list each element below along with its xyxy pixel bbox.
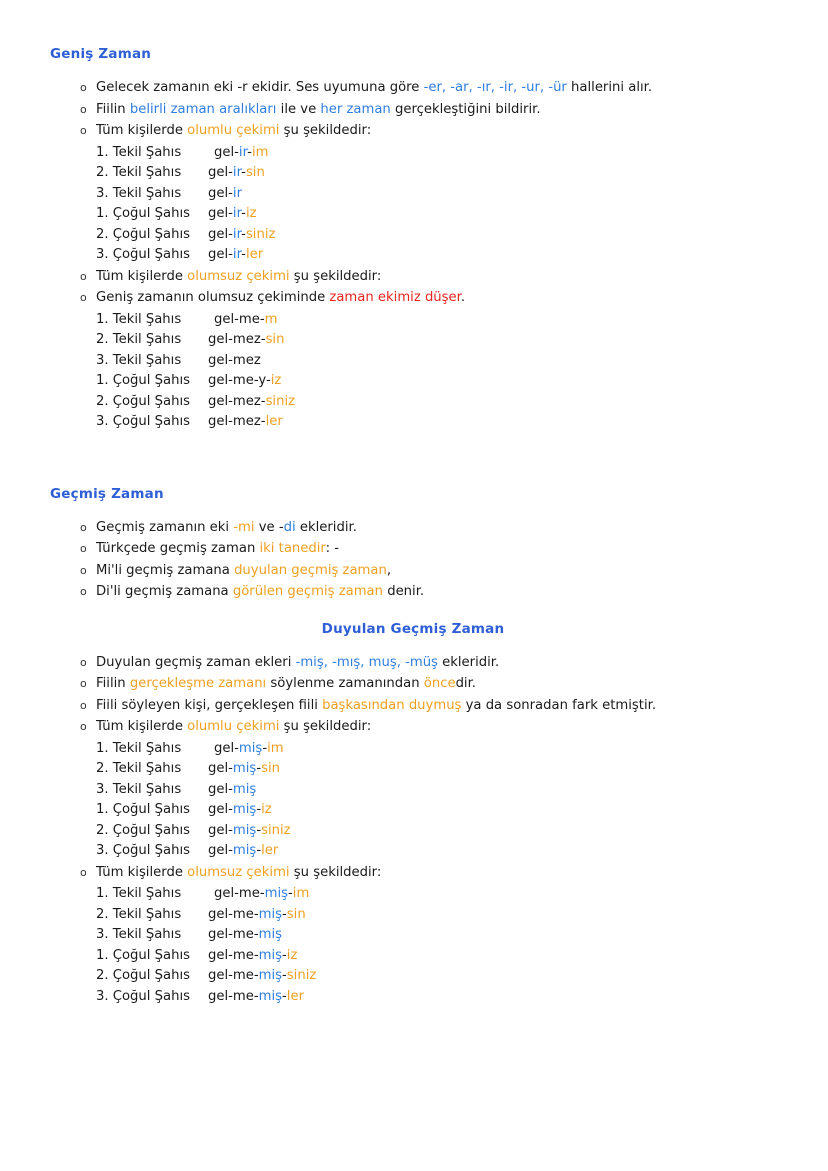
- text-run: : -: [325, 541, 340, 556]
- table-row: [50, 841, 291, 862]
- text-run: sin: [286, 906, 306, 922]
- text-run: gel-me-y-: [208, 373, 271, 388]
- conjugated-form: [208, 966, 316, 987]
- text-run: miş: [258, 947, 283, 963]
- table-row: [50, 330, 295, 351]
- text-run: gel-mez-: [208, 414, 266, 429]
- rich-text: [96, 123, 371, 138]
- text-run: gel-me-: [208, 906, 259, 922]
- list-item: [50, 674, 776, 695]
- text-run: sin: [265, 332, 285, 347]
- text-run: gel-: [208, 761, 233, 776]
- text-run: gel-me-: [208, 947, 259, 963]
- list-item: [50, 696, 776, 717]
- list-item: [50, 288, 776, 309]
- text-run: Fiilin: [96, 101, 130, 117]
- text-run: siniz: [261, 822, 291, 838]
- rich-text: [96, 865, 381, 880]
- person-label: 2. Tekil Şahıs: [96, 165, 182, 180]
- conjugation-table-genis-olumsuz: [50, 310, 295, 433]
- text-run: -: [282, 988, 287, 1004]
- text-run: gel-: [208, 185, 233, 201]
- person-label: 1. Tekil Şahıs: [96, 740, 182, 756]
- conjugated-form: [208, 245, 275, 266]
- text-run: her zaman: [320, 101, 391, 117]
- text-run: ler: [265, 414, 283, 429]
- text-run: şu şekildedir:: [289, 864, 382, 880]
- table-row: [50, 245, 275, 266]
- text-run: iz: [270, 373, 282, 388]
- text-run: ,: [386, 562, 392, 578]
- text-run: gel-: [214, 144, 239, 160]
- person-label: 1. Çoğul Şahıs: [96, 802, 190, 817]
- text-run: ler: [245, 247, 264, 262]
- text-run: gel-: [208, 165, 233, 180]
- text-run: başkasından duymuş: [322, 697, 462, 713]
- text-run: iki tanedir: [259, 541, 326, 556]
- table-row: [50, 759, 291, 780]
- text-run: dir.: [455, 676, 476, 691]
- text-run: Fiili söyleyen kişi, gerçekleşen fiili: [96, 697, 323, 713]
- text-run: m: [264, 311, 278, 327]
- section-heading-genis-zaman: Geniş Zaman: [50, 46, 152, 62]
- list-item: [50, 582, 776, 603]
- list-item: [50, 78, 776, 99]
- list-item: [50, 863, 776, 884]
- conjugated-form: [208, 925, 316, 946]
- text-run: ir: [238, 144, 248, 160]
- list-item: [50, 100, 776, 121]
- table-row: [50, 204, 275, 225]
- conjugated-form: [208, 351, 295, 372]
- text-run: Mi'li geçmiş zamana: [96, 562, 235, 578]
- person-label: 1. Çoğul Şahıs: [96, 947, 190, 963]
- text-run: gel-: [208, 781, 233, 797]
- conjugated-form: [208, 204, 275, 225]
- person-label: 3. Tekil Şahıs: [96, 781, 182, 797]
- bullet-list-genis-zaman-2: [50, 267, 776, 309]
- rich-text: [96, 655, 499, 670]
- person-label: 2. Çoğul Şahıs: [96, 393, 190, 409]
- text-run: gel-: [208, 206, 233, 221]
- table-row: [50, 780, 291, 801]
- text-run: Tüm kişilerde: [96, 864, 188, 880]
- text-run: olumlu çekimi: [187, 719, 280, 734]
- text-run: ile ve: [276, 101, 321, 117]
- text-run: ekleridir.: [437, 654, 500, 670]
- person-label: 1. Çoğul Şahıs: [96, 206, 190, 221]
- conjugated-form: [208, 143, 275, 164]
- text-run: -: [256, 761, 262, 776]
- rich-text: [96, 719, 371, 734]
- table-row: [50, 987, 316, 1008]
- text-run: .: [460, 290, 466, 305]
- text-run: zaman ekimiz düşer: [329, 290, 461, 305]
- text-run: ir: [232, 165, 242, 180]
- text-run: duyulan geçmiş zaman: [234, 562, 387, 578]
- text-run: miş: [232, 822, 257, 838]
- text-run: iz: [286, 947, 298, 963]
- text-run: Geniş zamanın olumsuz çekiminde: [96, 290, 330, 305]
- text-run: -: [256, 802, 262, 817]
- conjugated-form: [208, 184, 275, 205]
- conjugated-form: [208, 163, 275, 184]
- table-row: [50, 946, 316, 967]
- text-run: gel-: [208, 843, 233, 858]
- text-run: siniz: [265, 393, 296, 409]
- table-row: [50, 225, 275, 246]
- text-run: -mi: [233, 519, 255, 535]
- text-run: gel-mez-: [208, 332, 266, 347]
- text-run: Fiilin: [96, 676, 130, 691]
- table-row: [50, 371, 295, 392]
- bullet-list-duyulan-1: [50, 653, 776, 738]
- person-label: 1. Çoğul Şahıs: [96, 373, 190, 388]
- text-run: Geçmiş zamanın eki: [96, 519, 234, 535]
- text-run: sin: [245, 165, 265, 180]
- text-run: ir: [232, 226, 242, 242]
- text-run: şu şekildedir:: [279, 123, 372, 138]
- table-row: [50, 800, 291, 821]
- text-run: -: [256, 843, 262, 858]
- text-run: Di'li geçmiş zamana: [96, 584, 233, 599]
- person-label: 3. Çoğul Şahıs: [96, 414, 190, 429]
- rich-text: [96, 520, 357, 535]
- rich-text: [96, 676, 476, 691]
- list-item: [50, 267, 776, 288]
- person-label: 2. Çoğul Şahıs: [96, 968, 190, 983]
- text-run: gel-: [208, 822, 233, 838]
- text-run: siniz: [245, 226, 276, 242]
- person-label: 3. Çoğul Şahıs: [96, 247, 190, 262]
- text-run: -miş, -mış, muş, -müş: [295, 654, 438, 670]
- table-row: [50, 310, 295, 331]
- person-label: 1. Tekil Şahıs: [96, 886, 182, 901]
- conjugated-form: [208, 905, 316, 926]
- conjugation-table-genis-olumlu: [50, 143, 275, 266]
- person-label: 3. Tekil Şahıs: [96, 185, 182, 201]
- rich-text: [96, 563, 391, 578]
- text-run: -: [282, 947, 287, 963]
- conjugated-form: [208, 371, 295, 392]
- text-run: -: [282, 968, 287, 983]
- text-run: di: [283, 519, 296, 535]
- table-row: [50, 412, 295, 433]
- text-run: Tüm kişilerde: [96, 268, 188, 284]
- bullet-list-genis-zaman-1: [50, 78, 776, 142]
- conjugated-form: [208, 946, 316, 967]
- text-run: miş: [258, 906, 283, 922]
- text-run: gel-me-: [208, 988, 259, 1004]
- text-run: gel-me-: [208, 968, 259, 983]
- rich-text: [96, 541, 339, 556]
- text-run: miş: [264, 886, 289, 901]
- person-label: 2. Tekil Şahıs: [96, 906, 182, 922]
- conjugated-form: [208, 780, 291, 801]
- text-run: miş: [258, 927, 283, 942]
- conjugated-form: [208, 987, 316, 1008]
- text-run: -: [247, 144, 252, 160]
- person-label: 2. Çoğul Şahıs: [96, 822, 190, 838]
- conjugation-table-duyulan-olumsuz: [50, 884, 316, 1007]
- conjugated-form: [208, 800, 291, 821]
- text-run: gel-mez-: [208, 393, 266, 409]
- person-label: 3. Çoğul Şahıs: [96, 988, 190, 1004]
- text-run: gel-: [208, 226, 233, 242]
- text-run: im: [267, 740, 284, 756]
- text-run: -: [241, 206, 246, 221]
- text-run: hallerini alır.: [566, 80, 653, 95]
- list-item: [50, 561, 776, 582]
- conjugated-form: [208, 759, 291, 780]
- text-run: Türkçede geçmiş zaman: [96, 541, 260, 556]
- text-run: miş: [232, 802, 257, 817]
- text-run: gel-: [214, 740, 239, 756]
- conjugated-form: [208, 412, 295, 433]
- text-run: miş: [238, 740, 263, 756]
- text-run: ir: [232, 206, 242, 221]
- conjugated-form: [208, 310, 295, 331]
- table-row: [50, 163, 275, 184]
- person-label: 3. Tekil Şahıs: [96, 352, 182, 368]
- rich-text: [96, 698, 656, 713]
- text-run: önce: [423, 676, 456, 691]
- text-run: iz: [261, 802, 272, 817]
- bullet-list-duyulan-2: [50, 863, 776, 884]
- text-run: ir: [232, 185, 243, 201]
- conjugated-form: [208, 841, 291, 862]
- table-row: [50, 884, 316, 905]
- section-spacer: [50, 434, 776, 486]
- rich-text: [96, 269, 381, 284]
- list-item: [50, 539, 776, 560]
- table-row: [50, 143, 275, 164]
- table-row: [50, 184, 275, 205]
- text-run: miş: [232, 843, 257, 858]
- text-run: -er, -ar, -ır, -ir, -ur, -ür: [423, 80, 567, 95]
- text-run: iz: [245, 206, 257, 221]
- table-row: [50, 925, 316, 946]
- conjugated-form: [208, 225, 275, 246]
- text-run: görülen geçmiş zaman: [232, 584, 383, 599]
- list-item: [50, 121, 776, 142]
- text-run: -: [241, 165, 246, 180]
- list-item: [50, 518, 776, 539]
- conjugation-table-duyulan-olumlu: [50, 739, 291, 862]
- text-run: gel-me-: [214, 311, 265, 327]
- conjugated-form: [208, 884, 316, 905]
- person-label: 3. Tekil Şahıs: [96, 927, 182, 942]
- text-run: Tüm kişilerde: [96, 123, 188, 138]
- text-run: gel-mez: [208, 352, 261, 368]
- text-run: sin: [261, 761, 280, 776]
- rich-text: [96, 290, 465, 305]
- text-run: -: [256, 822, 262, 838]
- text-run: denir.: [383, 584, 425, 599]
- text-run: şu şekildedir:: [279, 719, 372, 734]
- person-label: 2. Tekil Şahıs: [96, 332, 182, 347]
- text-run: miş: [232, 781, 257, 797]
- text-run: siniz: [286, 968, 317, 983]
- text-run: gerçekleşme zamanı: [129, 676, 267, 691]
- text-run: ler: [286, 988, 304, 1004]
- conjugated-form: [208, 739, 291, 760]
- person-label: 3. Çoğul Şahıs: [96, 843, 190, 858]
- text-run: Tüm kişilerde: [96, 719, 188, 734]
- subsection-heading-duyulan-gecmis-zaman: Duyulan Geçmiş Zaman: [321, 620, 505, 637]
- conjugated-form: [208, 821, 291, 842]
- text-run: -: [262, 740, 268, 756]
- table-row: [50, 739, 291, 760]
- bullet-list-gecmis-zaman-1: [50, 518, 776, 603]
- text-run: olumlu çekimi: [187, 123, 280, 138]
- text-run: olumsuz çekimi: [187, 268, 290, 284]
- text-run: miş: [232, 761, 257, 776]
- text-run: -: [241, 247, 246, 262]
- text-run: im: [292, 886, 310, 901]
- table-row: [50, 392, 295, 413]
- person-label: 2. Tekil Şahıs: [96, 761, 182, 776]
- person-label: 1. Tekil Şahıs: [96, 311, 182, 327]
- text-run: ler: [261, 843, 279, 858]
- table-row: [50, 351, 295, 372]
- text-run: gerçekleştiğini bildirir.: [390, 101, 541, 117]
- text-run: gel-me-: [208, 927, 259, 942]
- text-run: ir: [232, 247, 242, 262]
- text-run: gel-me-: [214, 886, 265, 901]
- text-run: im: [251, 144, 269, 160]
- text-run: miş: [258, 968, 283, 983]
- text-run: -: [282, 906, 287, 922]
- text-run: ekleridir.: [295, 519, 357, 535]
- text-run: gel-: [208, 802, 233, 817]
- rich-text: [96, 584, 424, 599]
- text-run: söylenme zamanından: [266, 676, 424, 691]
- text-run: Gelecek zamanın eki -r ekidir. Ses uyumuna göre: [96, 80, 424, 95]
- text-run: şu şekildedir:: [289, 268, 382, 284]
- text-run: gel-: [208, 247, 233, 262]
- text-run: ya da sonradan fark etmiştir.: [461, 697, 657, 713]
- rich-text: [96, 102, 541, 117]
- person-label: 1. Tekil Şahıs: [96, 144, 182, 160]
- text-run: -: [241, 226, 246, 242]
- table-row: [50, 905, 316, 926]
- text-run: miş: [258, 988, 283, 1004]
- list-item: [50, 717, 776, 738]
- rich-text: [96, 80, 652, 95]
- text-run: belirli zaman aralıkları: [129, 101, 277, 117]
- conjugated-form: [208, 330, 295, 351]
- conjugated-form: [208, 392, 295, 413]
- list-item: [50, 653, 776, 674]
- table-row: [50, 821, 291, 842]
- text-run: ve -: [254, 519, 284, 535]
- person-label: 2. Çoğul Şahıs: [96, 226, 190, 242]
- table-row: [50, 966, 316, 987]
- text-run: Duyulan geçmiş zaman ekleri: [96, 654, 296, 670]
- section-heading-gecmis-zaman: Geçmiş Zaman: [50, 485, 164, 502]
- text-run: olumsuz çekimi: [187, 864, 290, 880]
- text-run: -: [288, 886, 293, 901]
